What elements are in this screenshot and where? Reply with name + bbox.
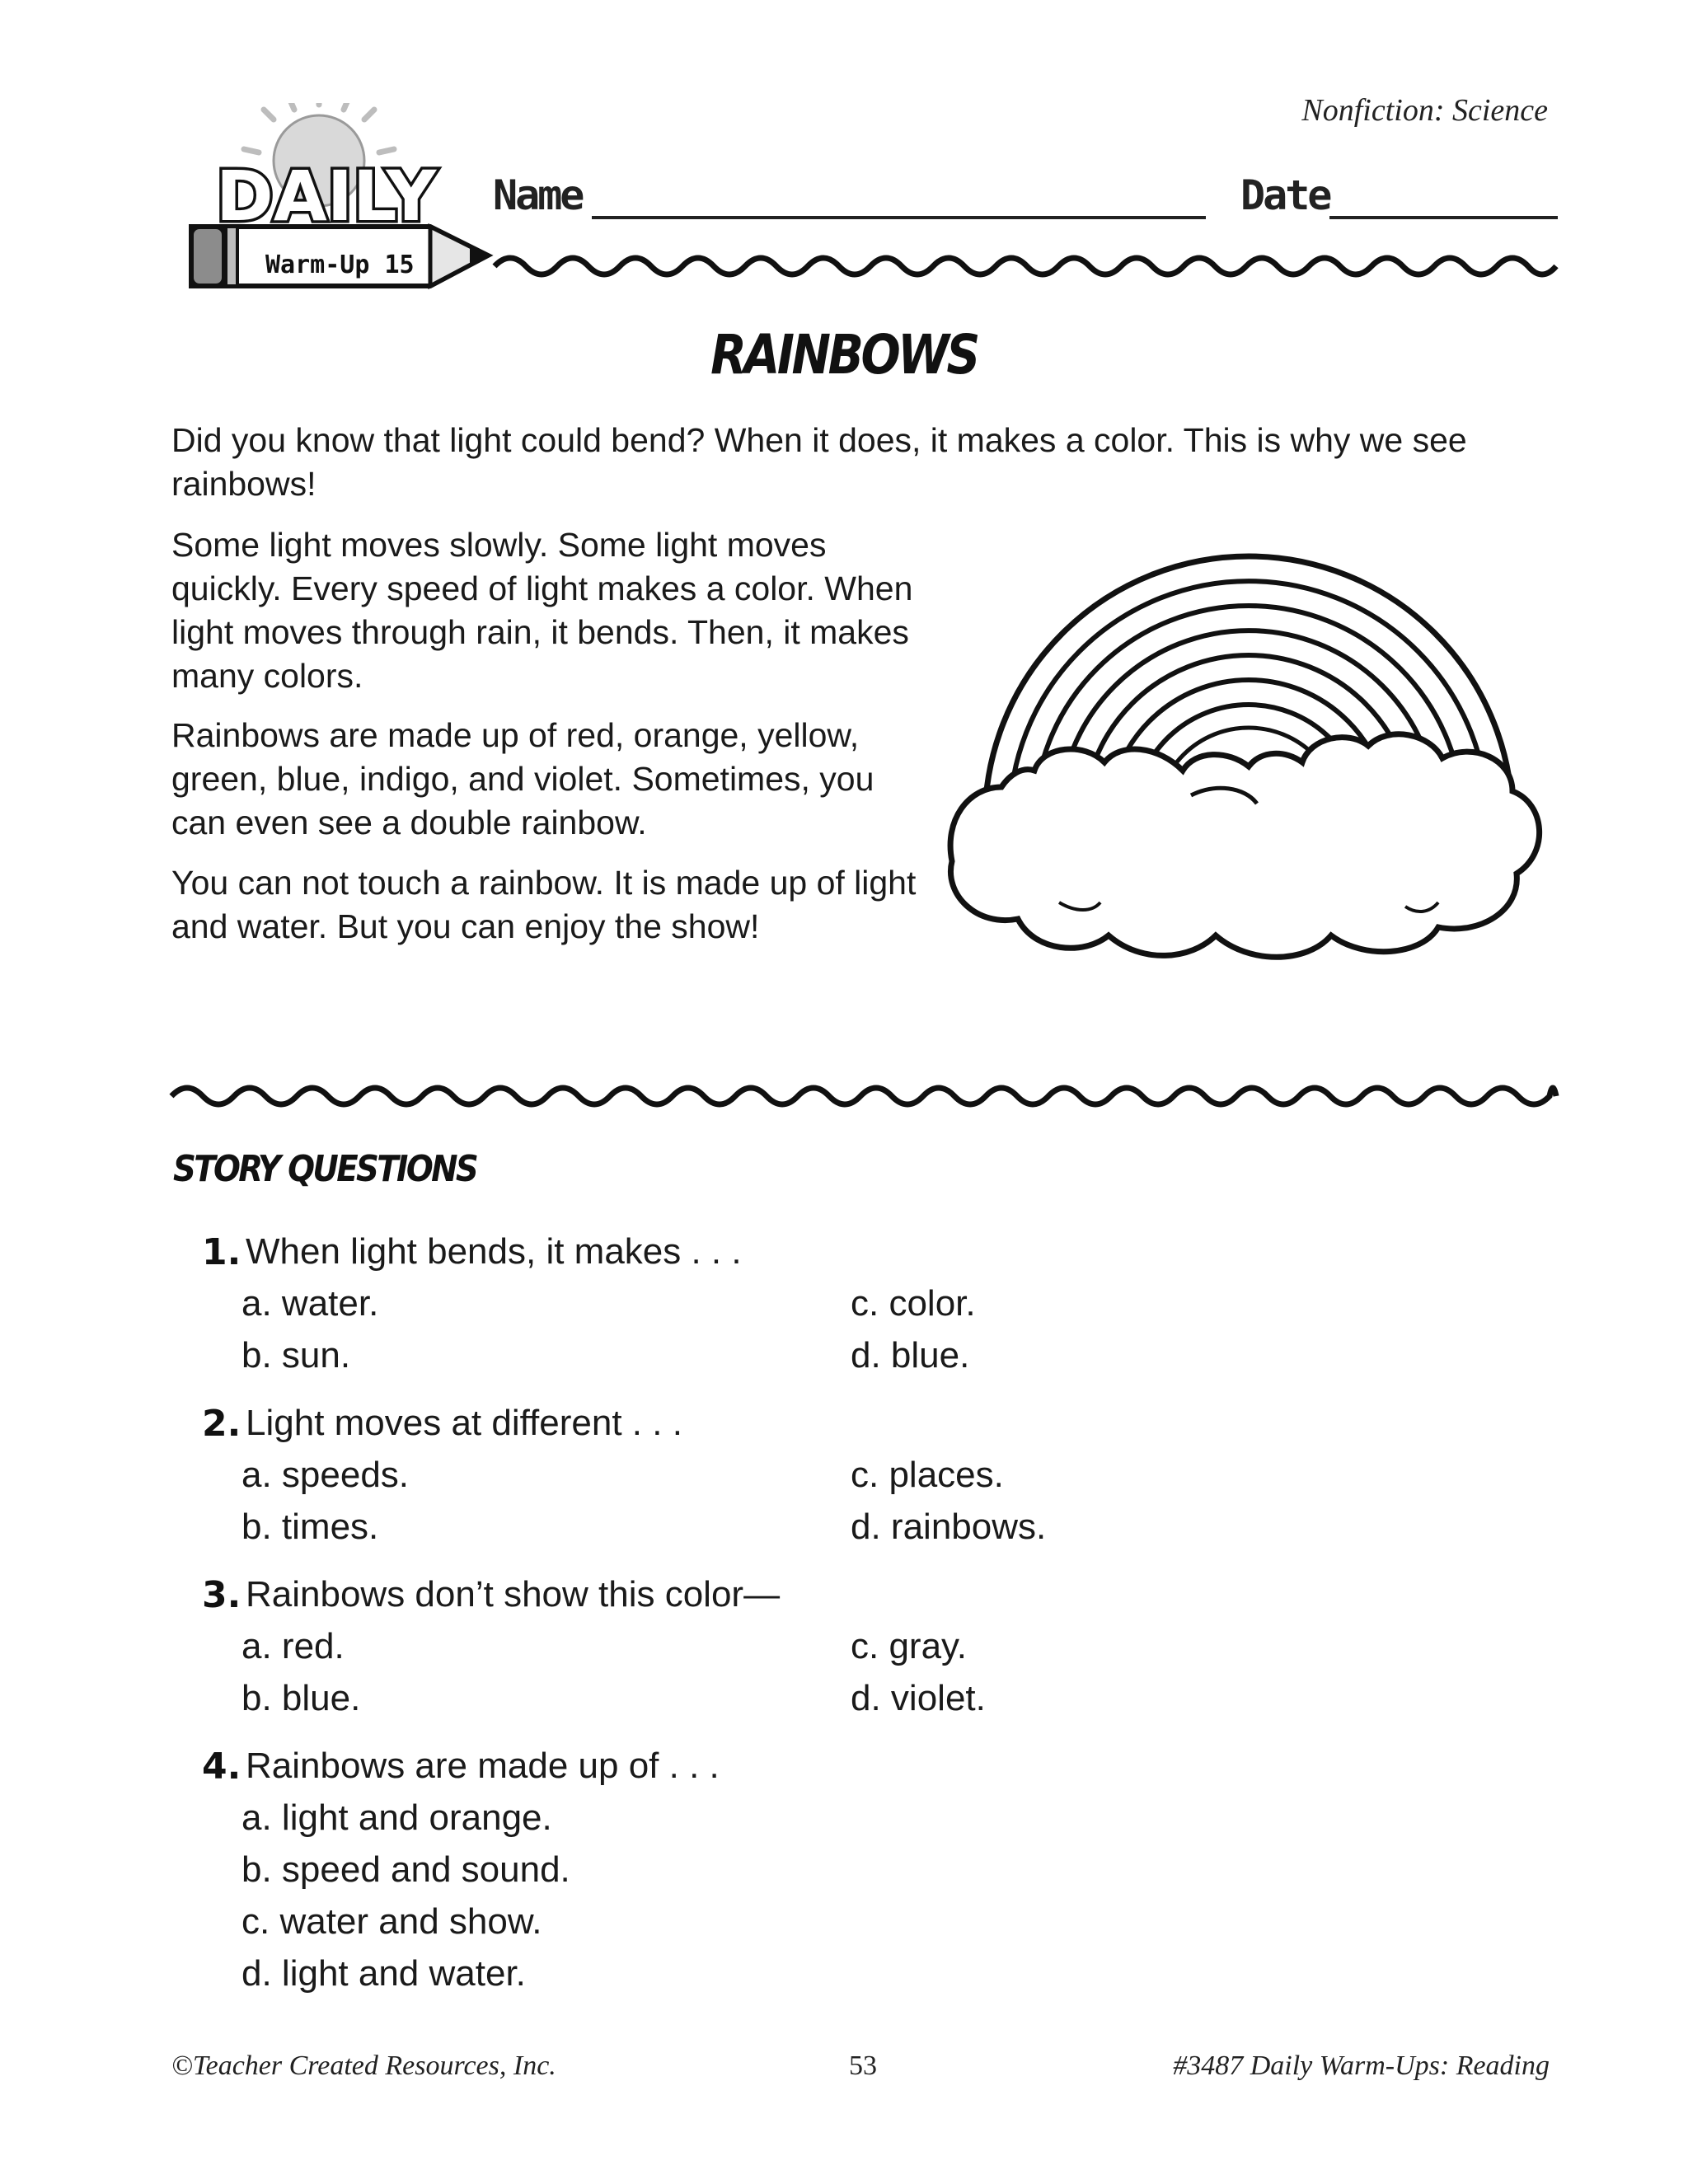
date-label: Date [1240, 171, 1330, 219]
question-4-option-c[interactable]: c. water and show. [241, 1901, 542, 1942]
question-4-option-d[interactable]: d. light and water. [241, 1953, 526, 1994]
question-3-number: 3. [202, 1574, 241, 1616]
header-category: Nonfiction: Science [1301, 93, 1548, 128]
paragraph-3: Rainbows are made up of red, orange, yellow, green, blue, indigo, and violet. Sometimes, you can even see a double rainbow. [171, 716, 874, 841]
footer-publisher: ©Teacher Created Resources, Inc. [171, 2050, 556, 2081]
footer-book-title: #3487 Daily Warm-Ups: Reading [1173, 2050, 1550, 2081]
question-3-option-c[interactable]: c. gray. [851, 1626, 968, 1666]
name-label: Name [493, 171, 583, 219]
question-2-number: 2. [202, 1403, 241, 1445]
paragraph-2: Some light moves slowly. Some light moves quickly. Every speed of light makes a color. When light moves through rain, it bends. Then, it makes many colors. [171, 526, 913, 695]
question-3-text: Rainbows don’t show this color— [246, 1574, 781, 1615]
question-1-option-c[interactable]: c. color. [851, 1283, 976, 1324]
question-1-text: When light bends, it makes . . . [246, 1231, 742, 1272]
paragraph-1: Did you know that light could bend? When it does, it makes a color. This is why we see rainbows! [171, 421, 1467, 503]
question-3-option-d[interactable]: d. violet. [851, 1678, 986, 1718]
question-4-text: Rainbows are made up of . . . [246, 1746, 720, 1786]
date-input-line[interactable] [1329, 216, 1558, 219]
question-2-option-b[interactable]: b. times. [241, 1507, 379, 1547]
page-title: RAINBOWS [710, 323, 978, 387]
question-3-option-b[interactable]: b. blue. [241, 1678, 361, 1718]
question-4-option-a[interactable]: a. light and orange. [241, 1797, 552, 1838]
question-3-option-a[interactable]: a. red. [241, 1626, 345, 1666]
question-2-option-d[interactable]: d. rainbows. [851, 1507, 1047, 1547]
question-2-text: Light moves at different . . . [246, 1403, 682, 1443]
name-input-line[interactable] [592, 216, 1206, 219]
paragraph-4: You can not touch a rainbow. It is made up of light and water. But you can enjoy the show! [171, 864, 917, 945]
question-1-option-a[interactable]: a. water. [241, 1283, 379, 1324]
question-2-option-c[interactable]: c. places. [851, 1455, 1004, 1495]
question-4-number: 4. [202, 1746, 241, 1788]
logo-subtitle: Warm-Up 15 [265, 251, 415, 279]
question-1-option-b[interactable]: b. sun. [241, 1335, 351, 1376]
question-1-option-d[interactable]: d. blue. [851, 1335, 970, 1376]
question-2-option-a[interactable]: a. speeds. [241, 1455, 410, 1495]
header-wave-divider [0, 246, 1688, 287]
section-wave-divider [0, 1076, 1688, 1117]
footer-page-number: 53 [849, 2050, 877, 2081]
rainbow-illustration [944, 540, 1554, 977]
cloud-icon [950, 734, 1540, 957]
question-1-number: 1. [202, 1231, 241, 1273]
logo-word: DAILY [216, 156, 437, 237]
question-4-option-b[interactable]: b. speed and sound. [241, 1849, 570, 1890]
questions-heading: STORY QUESTIONS [173, 1148, 477, 1190]
